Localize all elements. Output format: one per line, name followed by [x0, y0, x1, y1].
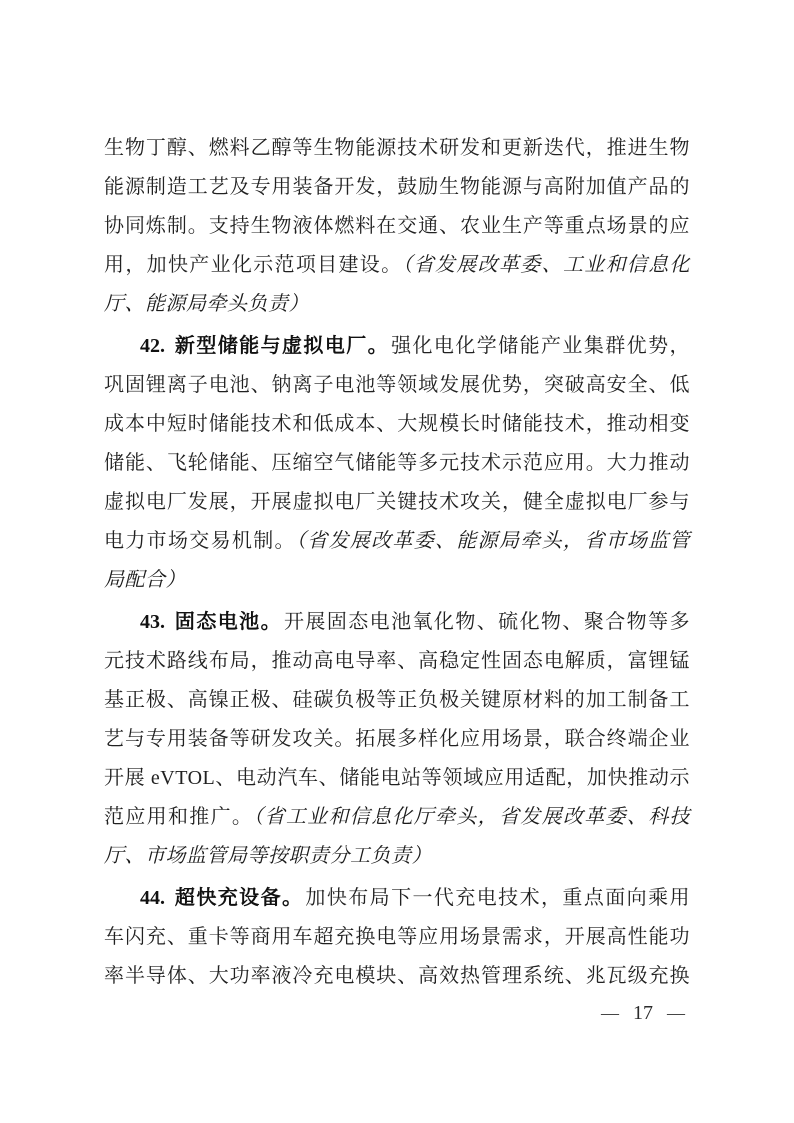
para-bioenergy-continuation [104, 129, 690, 324]
text-line [104, 168, 690, 207]
text-line [104, 207, 690, 246]
page-number: 17 [633, 1001, 653, 1024]
responsible-agency-text: （省工业和信息化厅牵头，省发展改革委、科技 [253, 806, 691, 828]
text-line [104, 642, 690, 681]
body-text: 加快布局下一代充电技术，重点面向乘用 [305, 887, 691, 909]
para-item-42-new-energy-storage-virtual-power-plant [104, 327, 690, 600]
text-line [104, 483, 690, 522]
text-line [104, 957, 690, 996]
text-line [104, 285, 690, 324]
text-line [104, 327, 690, 366]
footer-left-dash: — [601, 1002, 619, 1023]
text-line [104, 603, 690, 642]
body-text: 开展 eVTOL、电动汽车、储能电站等领域应用适配，加快推动示 [104, 767, 690, 789]
responsible-agency-text: 厅、能源局牵头负责） [104, 293, 309, 315]
text-line [104, 681, 690, 720]
text-line [104, 879, 690, 918]
text-line [104, 405, 690, 444]
text-line [104, 444, 690, 483]
body-text: 巩固锂离子电池、钠离子电池等领域发展优势，突破高安全、低 [104, 374, 690, 396]
text-line [104, 561, 690, 600]
body-text: 协同炼制。支持生物液体燃料在交通、农业生产等重点场景的应 [104, 215, 690, 237]
text-line [104, 366, 690, 405]
item-title: 新型储能与虚拟电厂。 [174, 335, 390, 357]
text-line [104, 798, 690, 837]
text-line [104, 720, 690, 759]
responsible-agency-text: （省发展改革委、能源局牵头，省市场监管 [295, 530, 691, 552]
item-title: 超快充设备。 [174, 887, 304, 909]
body-text: 强化电化学储能产业集群优势， [391, 335, 691, 357]
body-text: 艺与专用装备等研发攻关。拓展多样化应用场景，联合终端企业 [104, 728, 690, 750]
body-text: 能源制造工艺及专用装备开发，鼓励生物能源与高附加值产品的 [104, 176, 690, 198]
body-text: 开展固态电池氧化物、硫化物、聚合物等多 [284, 611, 690, 633]
text-line [104, 522, 690, 561]
page-footer [601, 1000, 685, 1026]
body-text: 基正极、高镍正极、硅碳负极等正负极关键原材料的加工制备工 [104, 689, 690, 711]
body-text: 车闪充、重卡等商用车超充换电等应用场景需求，开展高性能功 [104, 926, 690, 948]
body-text: 电力市场交易机制。 [104, 530, 296, 552]
item-title: 固态电池。 [174, 611, 282, 633]
body-text: 范应用和推广。 [104, 806, 254, 828]
item-number: 44. [140, 887, 165, 909]
footer-right-dash: — [667, 1002, 685, 1023]
item-number: 42. [140, 335, 165, 357]
item-number: 43. [140, 611, 165, 633]
body-text: 生物丁醇、燃料乙醇等生物能源技术研发和更新迭代，推进生物 [104, 137, 690, 159]
text-line [104, 759, 690, 798]
text-line [104, 246, 690, 285]
responsible-agency-text: （省发展改革委、工业和信息化 [402, 254, 691, 276]
text-block [104, 129, 690, 996]
text-line [104, 837, 690, 876]
para-item-44-ultra-fast-charging-equipment [104, 879, 690, 996]
body-text: 率半导体、大功率液冷充电模块、高效热管理系统、兆瓦级充换 [104, 965, 690, 987]
responsible-agency-text: 厅、市场监管局等按职责分工负责） [104, 845, 432, 867]
text-line [104, 129, 690, 168]
body-text: 用，加快产业化示范项目建设。 [104, 254, 403, 276]
body-text: 元技术路线布局，推动高电导率、高稳定性固态电解质，富锂锰 [104, 650, 690, 672]
para-item-43-solid-state-battery [104, 603, 690, 876]
body-text: 储能、飞轮储能、压缩空气储能等多元技术示范应用。大力推动 [104, 452, 690, 474]
responsible-agency-text: 局配合） [104, 569, 186, 591]
text-line [104, 918, 690, 957]
body-text: 成本中短时储能技术和低成本、大规模长时储能技术，推动相变 [104, 413, 690, 435]
body-text: 虚拟电厂发展，开展虚拟电厂关键技术攻关，健全虚拟电厂参与 [104, 491, 690, 513]
